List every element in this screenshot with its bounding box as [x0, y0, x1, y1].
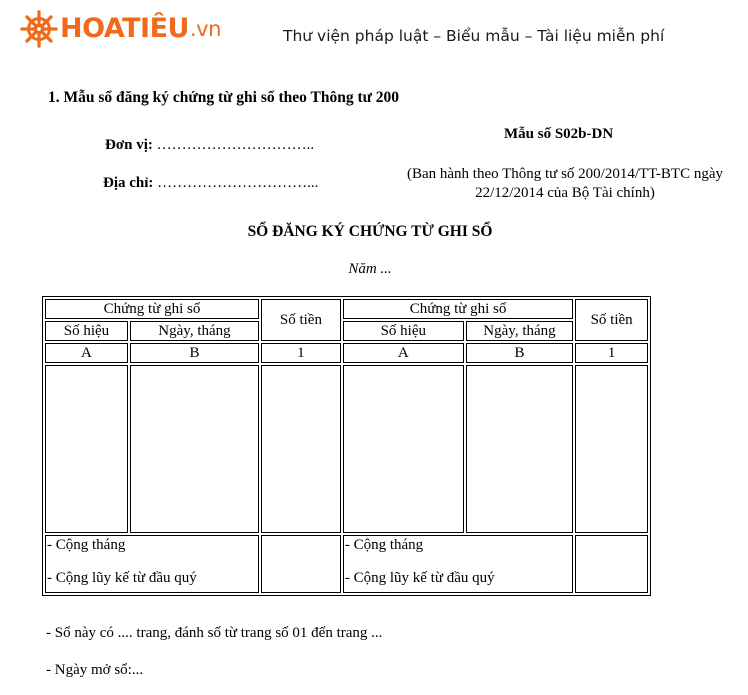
body-cell[interactable] [261, 365, 341, 533]
issued-by-line-2: 22/12/2014 của Bộ Tài chính) [475, 185, 655, 201]
table-total-row [45, 535, 648, 593]
open-date-note: - Ngày mở sổ:... [46, 662, 144, 678]
issued-by-note [380, 165, 748, 203]
total-labels-right [343, 535, 573, 593]
ledger-table [42, 296, 651, 596]
total-cumulative-label-right: - Cộng lũy kế từ đầu quý [344, 570, 495, 586]
address-field [103, 175, 318, 192]
form-code: Mẫu số S02b-DN [504, 126, 614, 142]
code-1-right: 1 [575, 343, 648, 363]
logo-wordmark: HOATIÊU [60, 13, 189, 44]
amount-header-left: Số tiền [261, 299, 341, 341]
code-b-right: B [466, 343, 574, 363]
code-1-left: 1 [261, 343, 341, 363]
column-code-row [45, 343, 648, 363]
voucher-group-header-right: Chứng từ ghi sổ [343, 299, 573, 319]
address-value: …………………………... [153, 175, 319, 191]
document-title: SỔ ĐĂNG KÝ CHỨNG TỪ GHI SỔ [247, 223, 493, 240]
total-labels-left [45, 535, 259, 593]
total-amount-right[interactable] [575, 535, 648, 593]
site-logo[interactable] [20, 10, 221, 48]
date-header-left: Ngày, tháng [130, 321, 259, 341]
voucher-group-header-left: Chứng từ ghi sổ [45, 299, 259, 319]
code-a-left: A [45, 343, 128, 363]
body-cell[interactable] [575, 365, 648, 533]
ship-wheel-icon [20, 10, 58, 48]
unit-field [105, 137, 314, 154]
table-body-row [45, 365, 648, 533]
unit-value: ………………………….. [152, 137, 315, 153]
total-month-label-right: - Cộng tháng [344, 537, 424, 553]
issued-by-line-1: (Ban hành theo Thông tư số 200/2014/TT-BTC ngày [406, 166, 724, 182]
year-line: Năm ... [348, 261, 392, 277]
number-header-left: Số hiệu [45, 321, 128, 341]
address-label: Địa chỉ: [103, 175, 154, 191]
amount-header-right: Số tiền [575, 299, 648, 341]
body-cell[interactable] [466, 365, 574, 533]
logo-domain-suffix: .vn [189, 17, 221, 41]
date-header-right: Ngày, tháng [466, 321, 574, 341]
table-header-row [45, 299, 648, 319]
body-cell[interactable] [130, 365, 259, 533]
total-month-label-left: - Cộng tháng [47, 537, 126, 553]
number-header-right: Số hiệu [343, 321, 464, 341]
table-subheader-row [45, 321, 648, 341]
pages-note: - Sổ này có .... trang, đánh số từ trang số 01 đến trang ... [46, 625, 383, 641]
total-amount-left[interactable] [261, 535, 341, 593]
body-cell[interactable] [45, 365, 128, 533]
site-header [0, 0, 748, 68]
body-cell[interactable] [343, 365, 464, 533]
site-tagline: Thư viện pháp luật – Biểu mẫu – Tài liệu miễn phí [283, 27, 665, 45]
unit-label: Đơn vị: [105, 137, 153, 153]
section-title: 1. Mẫu sổ đăng ký chứng từ ghi sổ theo Thông tư 200 [48, 89, 400, 106]
code-b-left: B [130, 343, 259, 363]
code-a-right: A [343, 343, 464, 363]
total-cumulative-label-left: - Cộng lũy kế từ đầu quý [47, 570, 197, 586]
